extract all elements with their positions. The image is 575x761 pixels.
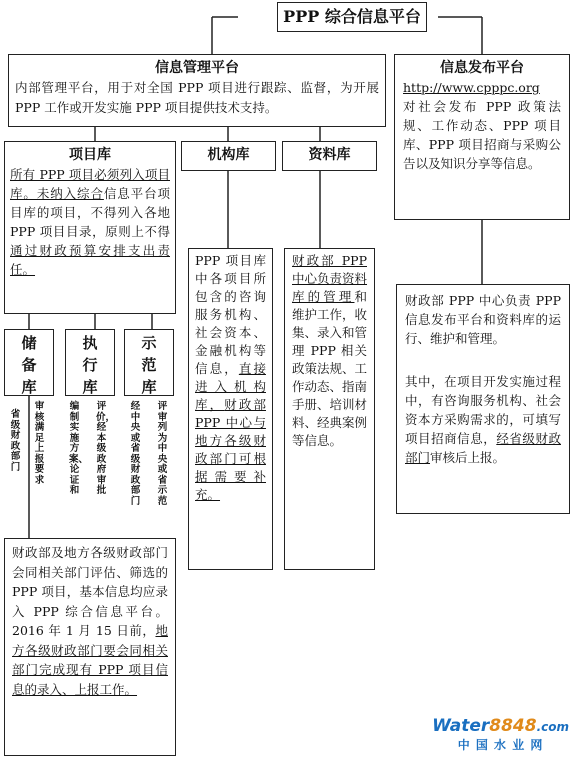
exec-library-title: 执行库 — [82, 334, 98, 396]
watermark-cn: 中 国 水 业 网 — [457, 738, 544, 752]
project-library-desc-b: 信息平台项目库的项目，不得列入各地 PPP 项目目录，原则上不得 — [10, 186, 170, 239]
resource-library-title: 资料库 — [308, 147, 351, 163]
publish-detail-box — [396, 284, 570, 514]
reserve-note-1: 省级财政部门 — [10, 409, 21, 473]
watermark-dot: .com — [536, 720, 569, 734]
mgmt-platform-desc: 内部管理平台，用于对全国 PPP 项目进行跟踪、监督，为开展 PPP 工作或开发实施 PPP 项目提供技术支持。 — [15, 80, 379, 115]
publish-detail-2a: 其中，在项目开发实施过程中，有咨询服务机构、社会资本方采购需求的，可填写项目招商信息， — [405, 374, 561, 446]
institution-desc-b: 直接进入机构库， — [195, 361, 266, 412]
publish-detail-1: 财政部 PPP 中心负责 PPP 信息发布平台和资料库的运行、维护和管理。 — [405, 293, 561, 346]
institution-library-detail — [188, 248, 273, 570]
institution-library-header — [181, 141, 276, 171]
publish-detail-2c: 审核后上报。 — [430, 450, 506, 465]
bottom-note-box — [4, 538, 176, 756]
publish-platform-desc: 对社会发布 PPP 政策法规、工作动态、PPP 项目库、PPP 项目招商与采购公告以及知识分享等信息。 — [403, 99, 561, 171]
reserve-library-title: 储备库 — [21, 334, 37, 396]
watermark-logo — [432, 717, 569, 753]
mgmt-platform-box — [8, 54, 386, 127]
institution-desc-a: PPP 项目库中各项目所包含的咨询服务机构、社会资本、金融机构等信息， — [195, 253, 266, 376]
resource-desc-a: 财政部 PPP 中心负责资料库的管理 — [292, 253, 368, 304]
institution-desc-c: 财政部 PPP 中心与地方各级财政部门可根据需要补充。 — [195, 397, 266, 502]
resource-library-detail — [284, 248, 375, 570]
publish-detail-2b: 经省级财政部门 — [405, 431, 561, 465]
project-library-desc-a: 所有 PPP 项目必须列入项目库。未纳入综合 — [10, 167, 170, 201]
publish-platform-box — [394, 54, 570, 220]
project-library-title: 项目库 — [69, 147, 111, 163]
bottom-desc-a: 财政部及地方各级财政部门会同相关部门评估、筛选的 PPP 项目，基本信息均应录入 PPP 综合信息平台。2016 年 1 月 15 日前， — [12, 545, 168, 638]
top-platform-box — [277, 2, 427, 32]
demo-note-2: 评审列为中央或省示范 — [157, 401, 168, 507]
exec-library-box — [65, 329, 115, 396]
top-platform-title: PPP 综合信息平台 — [283, 7, 421, 26]
publish-platform-title: 信息发布平台 — [440, 60, 524, 76]
publish-url-link[interactable]: http://www.cpppc.org — [403, 80, 540, 95]
bottom-desc-b: 地方各级财政部门要会同相关部门完成现有 PPP 项目信息的录入、上报工作。 — [12, 623, 168, 697]
institution-library-title: 机构库 — [207, 147, 250, 163]
demo-note-1: 经中央或省级财政部门 — [130, 401, 141, 507]
mgmt-platform-title: 信息管理平台 — [155, 60, 239, 76]
demo-library-title: 示范库 — [141, 334, 157, 396]
demo-library-box — [124, 329, 174, 396]
exec-note-2: 评价，经本级政府审批 — [96, 401, 116, 496]
watermark-brand: Water — [432, 716, 490, 736]
resource-desc-b: 和维护工作，收集、录入和管理 PPP 相关政策法规、工作动态、指南手册、培训材料、经典案例等信息。 — [292, 289, 368, 448]
project-library-desc-c: 通过财政预算安排支出责任。 — [10, 243, 170, 277]
watermark-num: 8848 — [489, 716, 537, 736]
project-library-box — [4, 141, 176, 314]
exec-note-1: 编制实施方案、论证和 — [69, 401, 89, 496]
reserve-library-box — [4, 329, 54, 396]
reserve-note-2: 审核满足上报要求 — [34, 401, 45, 486]
resource-library-header — [282, 141, 377, 171]
